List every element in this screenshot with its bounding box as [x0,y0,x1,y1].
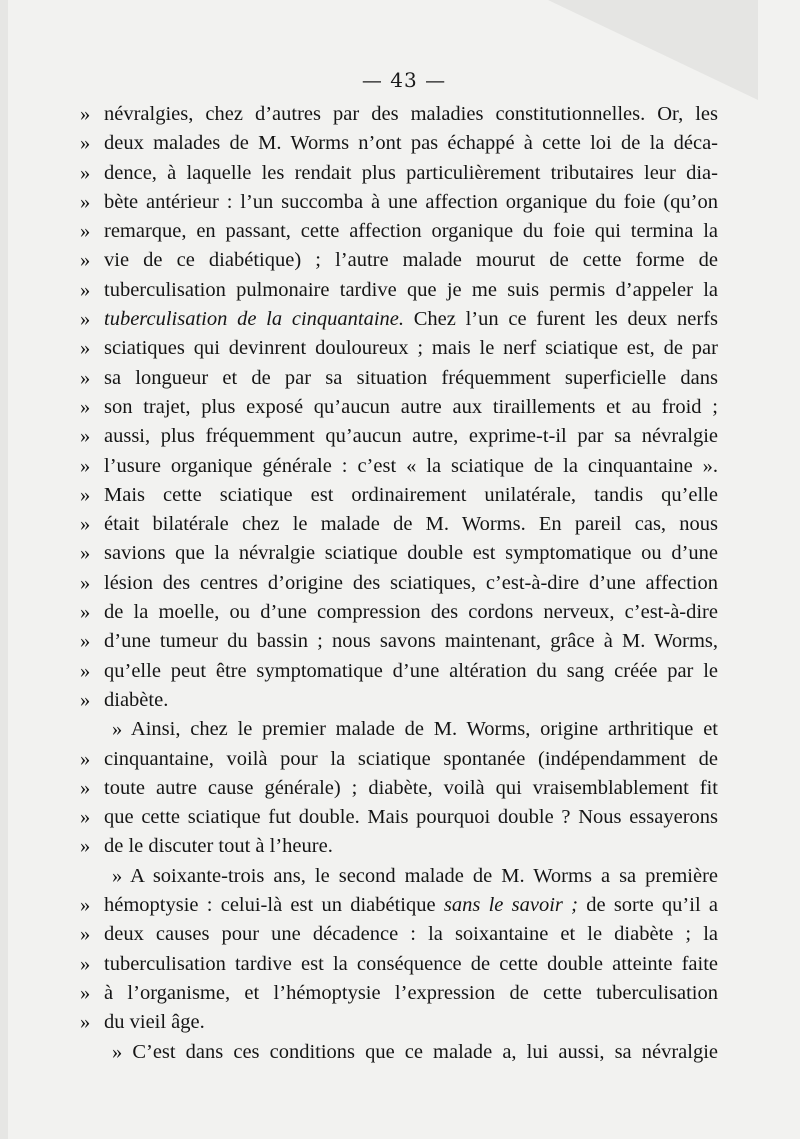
quote-mark: » [80,806,91,829]
quote-mark: » [80,161,91,184]
text-line [80,481,718,510]
text-line [80,627,718,656]
text-line [80,452,718,481]
text-line [80,393,718,422]
line-text: dence, à laquelle les rendait plus particulièrement tributaires leur dia- [104,161,718,184]
line-text: que cette sciatique fut double. Mais pourquoi double ? Nous essayerons [104,806,718,829]
text-line [80,803,718,832]
quote-mark [80,862,104,891]
line-text: tuberculisation pulmonaire tardive que je me suis permis d’appeler la [104,278,718,301]
line-text: toute autre cause générale) ; diabète, voilà qui vraisemblablement fit [104,776,718,799]
book-page [8,0,800,1139]
quote-mark: » [80,894,91,917]
text-line [80,862,718,891]
text-line [80,276,718,305]
text-line [80,1008,718,1037]
line-text: tuberculisation tardive est la conséquence de cette double atteinte faite [104,952,718,975]
line-text: à l’organisme, et l’hémoptysie l’expression de cette tuberculisation [104,981,718,1004]
quote-mark: » [80,249,91,272]
line-text: son trajet, plus exposé qu’aucun autre aux tiraillements et au froid ; [104,395,718,418]
text-line [80,159,718,188]
quote-mark [80,1038,104,1067]
line-text: cinquantaine, voilà pour la sciatique spontanée (indépendamment de [104,747,718,770]
text-line [80,686,718,715]
text-line [80,539,718,568]
italic-phrase: tuberculisation de la cinquantaine. [104,308,405,331]
text-line [80,598,718,627]
text-line [80,364,718,393]
line-text: » A soixante-trois ans, le second malade de M. Worms a sa première [112,864,718,887]
quote-mark: » [80,513,91,536]
line-text: vie de ce diabétique) ; l’autre malade mourut de cette forme de [104,249,718,272]
text-line [80,979,718,1008]
line-text: qu’elle peut être symptomatique d’une altération du sang créée par le [104,659,718,682]
line-text-rest: de sorte qu’il a [577,894,718,917]
text-line [80,715,718,744]
text-line [80,305,718,334]
text-line [80,832,718,861]
line-text: névralgies, chez d’autres par des maladies constitutionnelles. Or, les [104,103,718,125]
quote-mark: » [80,366,91,389]
line-text: bète antérieur : l’un succomba à une affection organique du foie (qu’on [104,190,718,213]
quote-mark: » [80,454,91,477]
page-number: — 43 — [361,68,447,92]
line-text: lésion des centres d’origine des sciatiques, c’est-à-dire d’une affection [104,571,718,594]
quote-mark: » [80,923,91,946]
quote-mark: » [80,337,91,360]
text-line [80,100,718,129]
line-text: » Ainsi, chez le premier malade de M. Worms, origine arthritique et [112,718,718,741]
line-text [104,305,718,334]
line-text: deux causes pour une décadence : la soixantaine et le diabète ; la [104,923,718,946]
quote-mark: » [80,483,91,506]
line-text: diabète. [104,688,169,711]
line-text: de la moelle, ou d’une compression des cordons nerveux, c’est-à-dire [104,601,718,624]
quote-mark: » [80,659,91,682]
text-line [80,920,718,949]
line-text: d’une tumeur du bassin ; nous savons maintenant, grâce à M. Worms, [104,630,718,653]
quote-mark: » [80,952,91,975]
text-line [80,891,718,920]
quote-mark: » [80,190,91,213]
text-line [80,569,718,598]
line-text: savions que la névralgie sciatique double est symptomatique ou d’une [104,542,718,565]
quote-mark: » [80,308,91,331]
quote-mark: » [80,425,91,448]
line-text: » C’est dans ces conditions que ce malade a, lui aussi, sa névralgie [112,1040,718,1063]
text-line [80,217,718,246]
line-text-start: hémoptysie : celui-là est un diabétique [104,894,444,917]
line-text: sa longueur et de par sa situation fréquemment superficielle dans [104,366,718,389]
quote-mark: » [80,278,91,301]
text-line [80,188,718,217]
quote-mark: » [80,542,91,565]
text-line [80,510,718,539]
quote-mark: » [80,132,91,155]
quote-mark: » [80,1011,91,1034]
text-line [80,422,718,451]
quote-mark: » [80,688,91,711]
italic-phrase: sans le savoir ; [443,894,578,917]
quote-mark: » [80,571,91,594]
quote-mark: » [80,835,91,858]
text-line [80,129,718,158]
line-text: deux malades de M. Worms n’ont pas échappé à cette loi de la déca- [104,132,718,155]
body-text [80,100,718,1067]
line-text: Mais cette sciatique est ordinairement unilatérale, tandis qu’elle [104,483,718,506]
quote-mark: » [80,776,91,799]
line-text: était bilatérale chez le malade de M. Worms. En pareil cas, nous [104,513,718,536]
quote-mark: » [80,103,91,125]
quote-mark: » [80,630,91,653]
text-line [80,334,718,363]
quote-mark: » [80,981,91,1004]
quote-mark: » [80,395,91,418]
line-text [104,891,718,920]
text-line [80,657,718,686]
quote-mark: » [80,220,91,243]
quote-mark [80,715,104,744]
text-line [80,246,718,275]
line-text: remarque, en passant, cette affection organique du foie qui termina la [104,220,718,243]
quote-mark: » [80,601,91,624]
text-line [80,745,718,774]
line-text: l’usure organique générale : c’est « la sciatique de la cinquantaine ». [104,454,718,477]
line-text: sciatiques qui devinrent douloureux ; mais le nerf sciatique est, de par [104,337,718,360]
line-text: de le discuter tout à l’heure. [104,835,333,858]
line-text: aussi, plus fréquemment qu’aucun autre, exprime-t-il par sa névralgie [104,425,718,448]
line-text: du vieil âge. [104,1011,205,1034]
text-line [80,1038,718,1067]
quote-mark: » [80,747,91,770]
text-line [80,774,718,803]
line-text-rest: Chez l’un ce furent les deux nerfs [404,308,718,331]
text-line [80,950,718,979]
